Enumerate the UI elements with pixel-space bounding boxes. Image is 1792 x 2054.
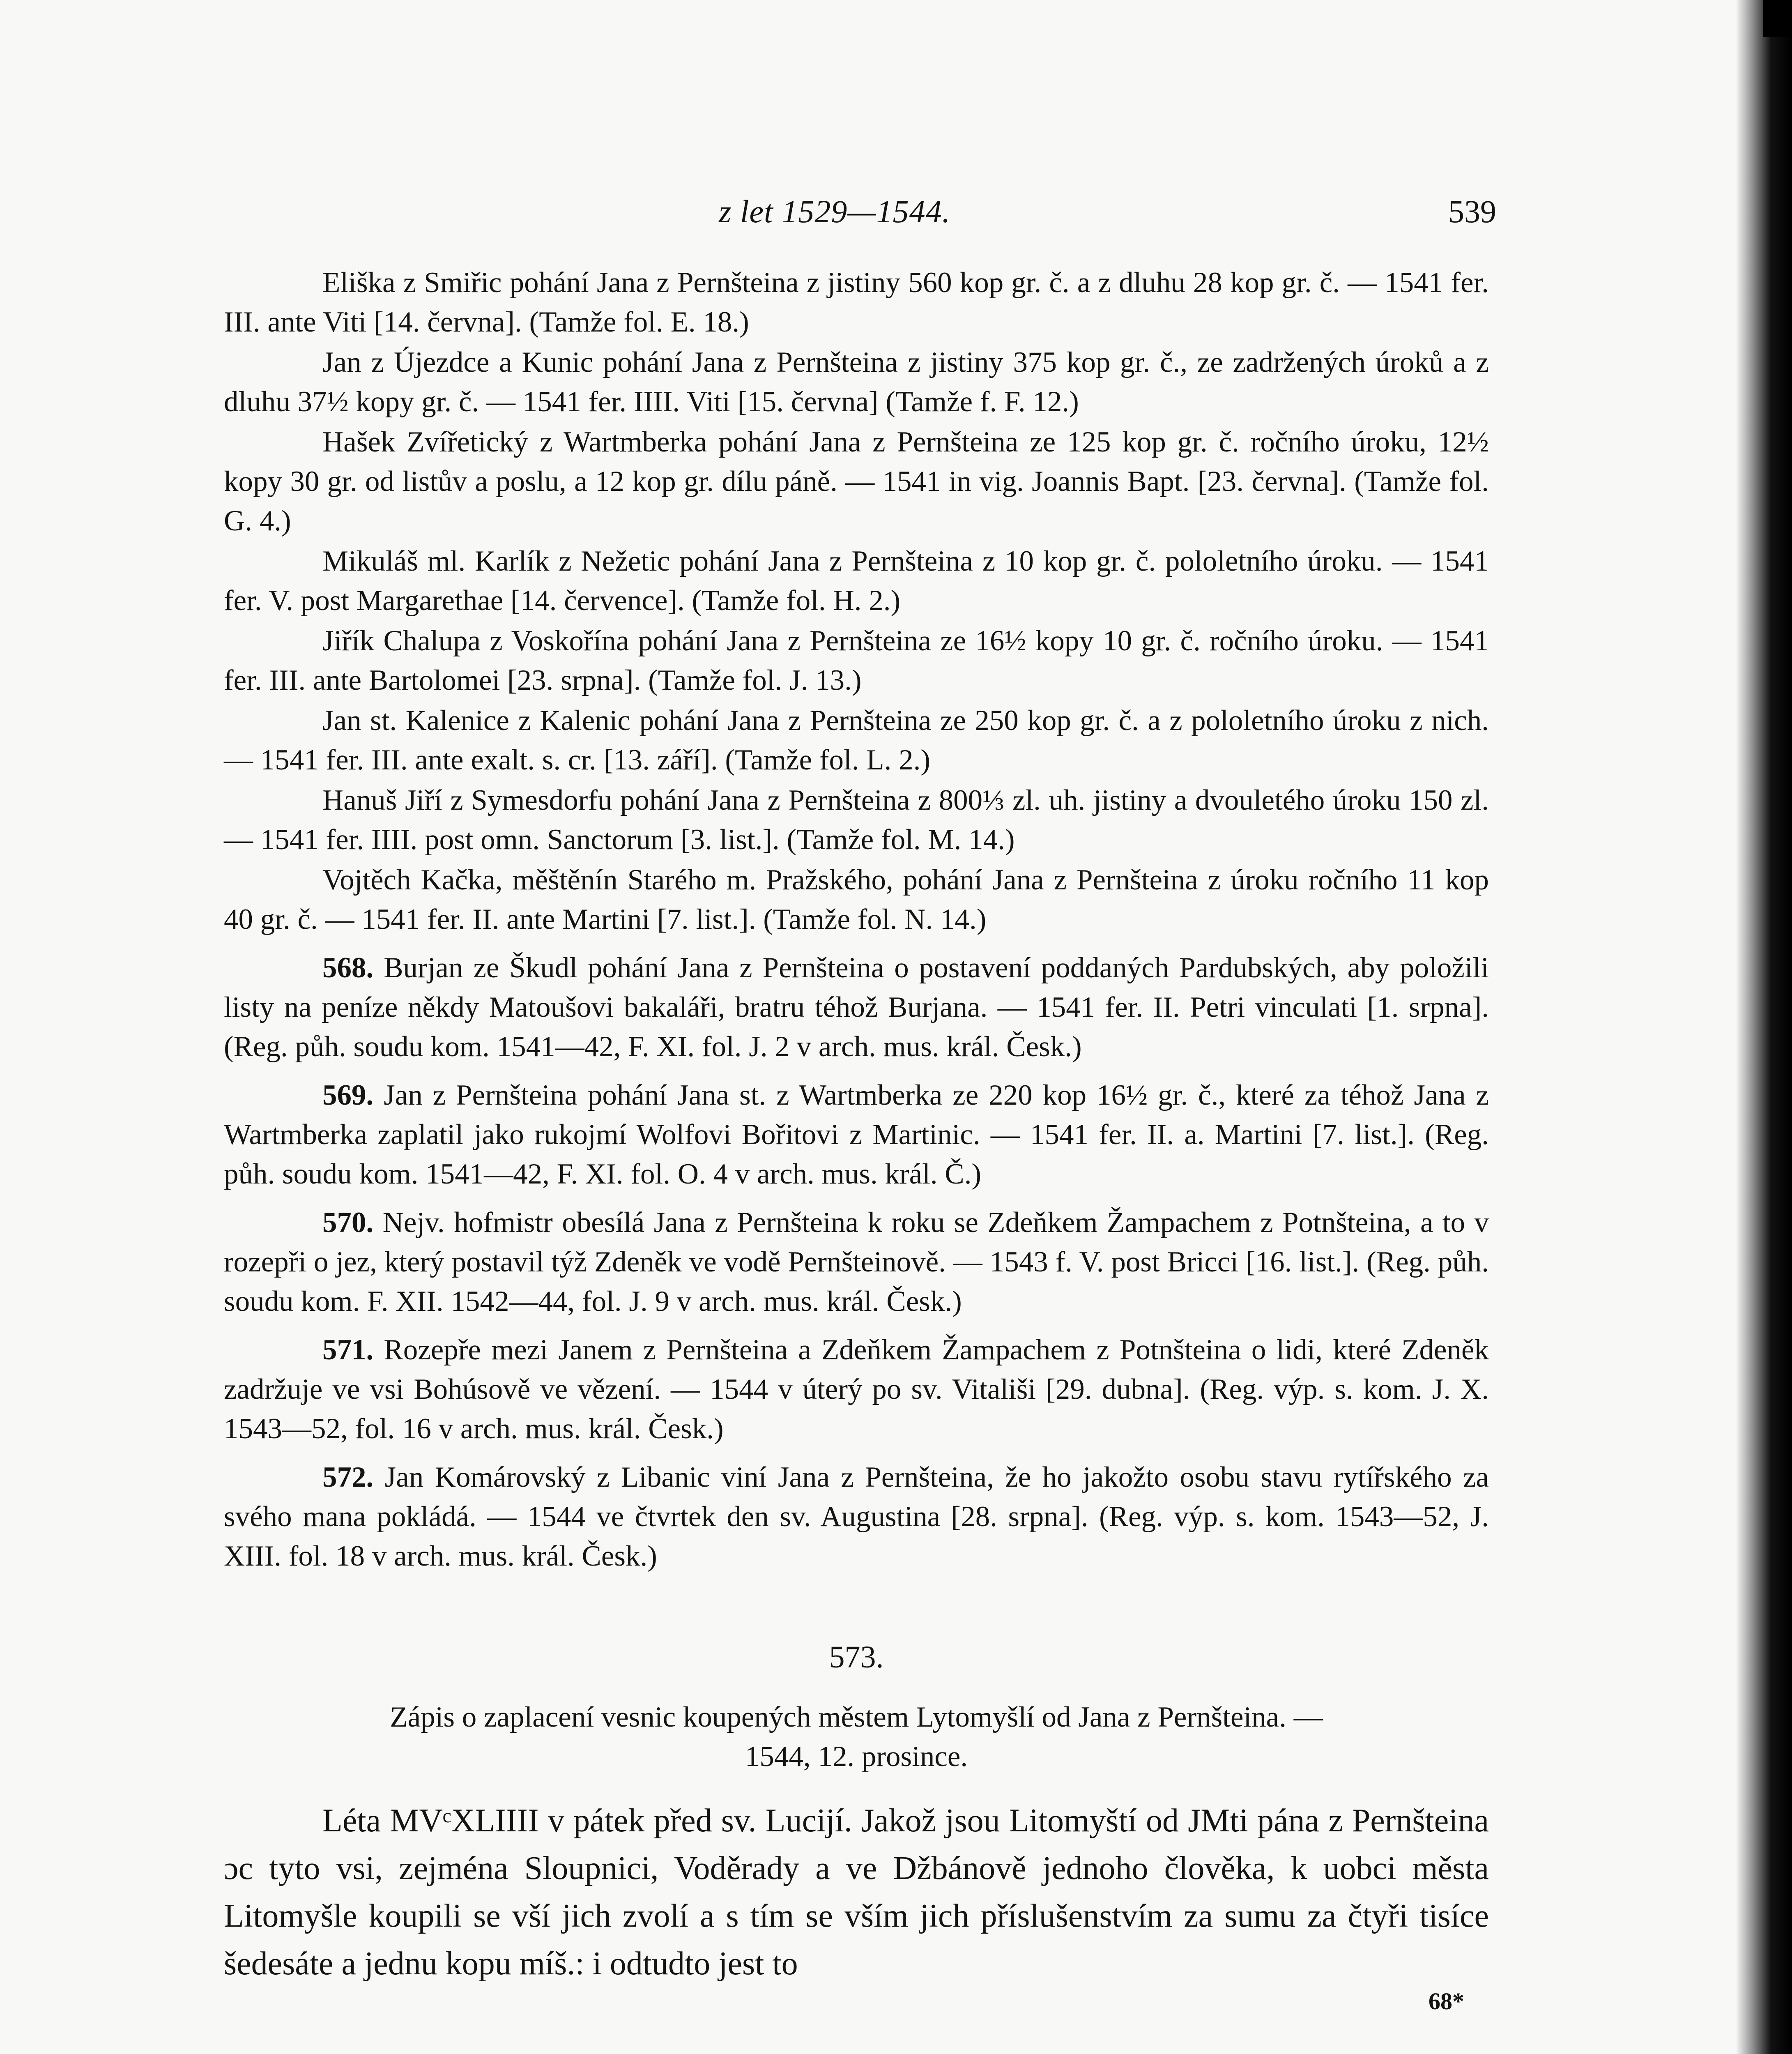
entry-number: 568.: [322, 952, 374, 984]
entry-text: Burjan ze Škudl pohání Jana z Pernšteina o postavení poddaných Pardubských, aby položili listy na peníze někdy Matoušovi bakaláři, bratru téhož Burjana. — 1541 fer. II. Petri vinculati [1. srpna]. (Reg. půh. soudu kom. 1541—42, F. XI. fol. J. 2 v arch. mus. král. Česk.): [224, 952, 1489, 1063]
entry-text: Jan Komárovský z Libanic viní Jana z Pernšteina, že ho jakožto osobu stavu rytířského za svého mana pokládá. — 1544 ve čtvrtek den sv. Augustina [28. srpna]. (Reg. výp. s. kom. 1543—52, J. XIII. fol. 18 v arch. mus. král. Česk.): [224, 1461, 1489, 1572]
paragraph-hanus: Hanuš Jiří z Symesdorfu pohání Jana z Pernšteina z 800⅓ zl. uh. jistiny a dvouletého úroku 150 zl. — 1541 fer. IIII. post omn. Sanctorum [3. list.]. (Tamže fol. M. 14.): [224, 784, 1489, 856]
paragraph-vojtech: Vojtěch Kačka, měštěnín Starého m. Pražského, pohání Jana z Pernšteina z úroku ročního 11 kop 40 gr. č. — 1541 fer. II. ante Martini [7. list.]. (Tamže fol. N. 14.): [224, 864, 1489, 935]
entry-number: 569.: [322, 1079, 374, 1111]
paragraph-jirik: Jiřík Chalupa z Voskořína pohání Jana z Pernšteina ze 16½ kopy 10 gr. č. ročního úroku. — 1541 fer. III. ante Bartolomei [23. srpna]. (Tamže fol. J. 13.): [224, 625, 1489, 696]
document-title-line-2: 1544, 12. prosince.: [745, 1741, 968, 1773]
entry-text: Jan z Pernšteina pohání Jana st. z Wartmberka ze 220 kop 16½ gr. č., které za téhož Jana z Wartmberka zaplatil jako rukojmí Wolfovi Bořitovi z Martinic. — 1541 fer. II. a. Martini [7. list.]. (Reg. půh. soudu kom. 1541—42, F. XI. fol. O. 4 v arch. mus. král. Č.): [224, 1079, 1489, 1190]
entry-text: Rozepře mezi Janem z Pernšteina a Zdeňkem Žampachem z Potnšteina o lidi, které Zdeněk zadržuje ve vsi Bohúsově ve vězení. — 1544 v úterý po sv. Vitališi [29. dubna]. (Reg. výp. s. kom. J. X. 1543—52, fol. 16 v arch. mus. král. Česk.): [224, 1334, 1489, 1445]
document-body: Léta MVᶜXLIIII v pátek před sv. Lucijí. Jakož jsou Litomyští od JMti pána z Pernšteina ɔc tyto vsi, zejména Sloupnici, Voděrady a ve Džbánově jednoho člověka, k uobci města Litomyšle koupili se vší jich zvolí a s tím se vším jich příslušenstvím za sumu za čtyři tisíce šedesáte a jednu kopu míš.: i odtudto jest to: [224, 1803, 1489, 1982]
text-block: [224, 263, 1489, 2021]
entry-number: 571.: [322, 1334, 374, 1366]
page-number: 539: [1448, 193, 1496, 229]
document-number: 573.: [829, 1640, 884, 1674]
paragraph-mikulas: Mikuláš ml. Karlík z Nežetic pohání Jana z Pernšteina z 10 kop gr. č. pololetního úroku. — 1541 fer. V. post Margarethae [14. července]. (Tamže fol. H. 2.): [224, 545, 1489, 617]
entry-572: [224, 1458, 1489, 1576]
entry-569: [224, 1075, 1489, 1194]
corner-shadow: [1763, 0, 1792, 37]
document-title: [224, 1697, 1489, 1776]
entry-568: [224, 948, 1489, 1066]
document-title-line-1: Zápis o zaplacení vesnic koupených městem Lytomyšlí od Jana z Pernšteina. —: [390, 1701, 1323, 1733]
entry-text: Nejv. hofmistr obesílá Jana z Pernšteina k roku se Zdeňkem Žampachem z Potnšteina, a to v rozepři o jez, který postavil týž Zdeněk ve vodě Pernšteinově. — 1543 f. V. post Bricci [16. list.]. (Reg. půh. soudu kom. F. XII. 1542—44, fol. J. 9 v arch. mus. král. Česk.): [224, 1207, 1489, 1317]
entry-571: [224, 1330, 1489, 1448]
entry-number: 570.: [322, 1207, 374, 1239]
page-edge-shadow: [1737, 0, 1792, 2054]
paragraph-eliska: Eliška z Smiřic pohání Jana z Pernšteina z jistiny 560 kop gr. č. a z dluhu 28 kop gr. č. — 1541 fer. III. ante Viti [14. června]. (Tamže fol. E. 18.): [224, 267, 1489, 338]
running-head: z let 1529—1544.: [719, 193, 951, 229]
paragraph-jan-z-ujezdce: Jan z Újezdce a Kunic pohání Jana z Pernšteina z jistiny 375 kop gr. č., ze zadržených úroků a z dluhu 37½ kopy gr. č. — 1541 fer. IIII. Viti [15. června] (Tamže f. F. 12.): [224, 346, 1489, 418]
paragraph-jan-kalenice: Jan st. Kalenice z Kalenic pohání Jana z Pernšteina ze 250 kop gr. č. a z pololetního úroku z nich. — 1541 fer. III. ante exalt. s. cr. [13. září]. (Tamže fol. L. 2.): [224, 705, 1489, 776]
paragraph-hasek: Hašek Zvířetický z Wartmberka pohání Jana z Pernšteina ze 125 kop gr. č. ročního úroku, 12½ kopy 30 gr. od listův a poslu, a 12 kop gr. dílu páně. — 1541 in vig. Joannis Bapt. [23. června]. (Tamže fol. G. 4.): [224, 426, 1489, 537]
signature-mark: 68*: [1429, 1988, 1464, 2015]
entry-570: [224, 1203, 1489, 1321]
entry-number: 572.: [322, 1461, 374, 1493]
